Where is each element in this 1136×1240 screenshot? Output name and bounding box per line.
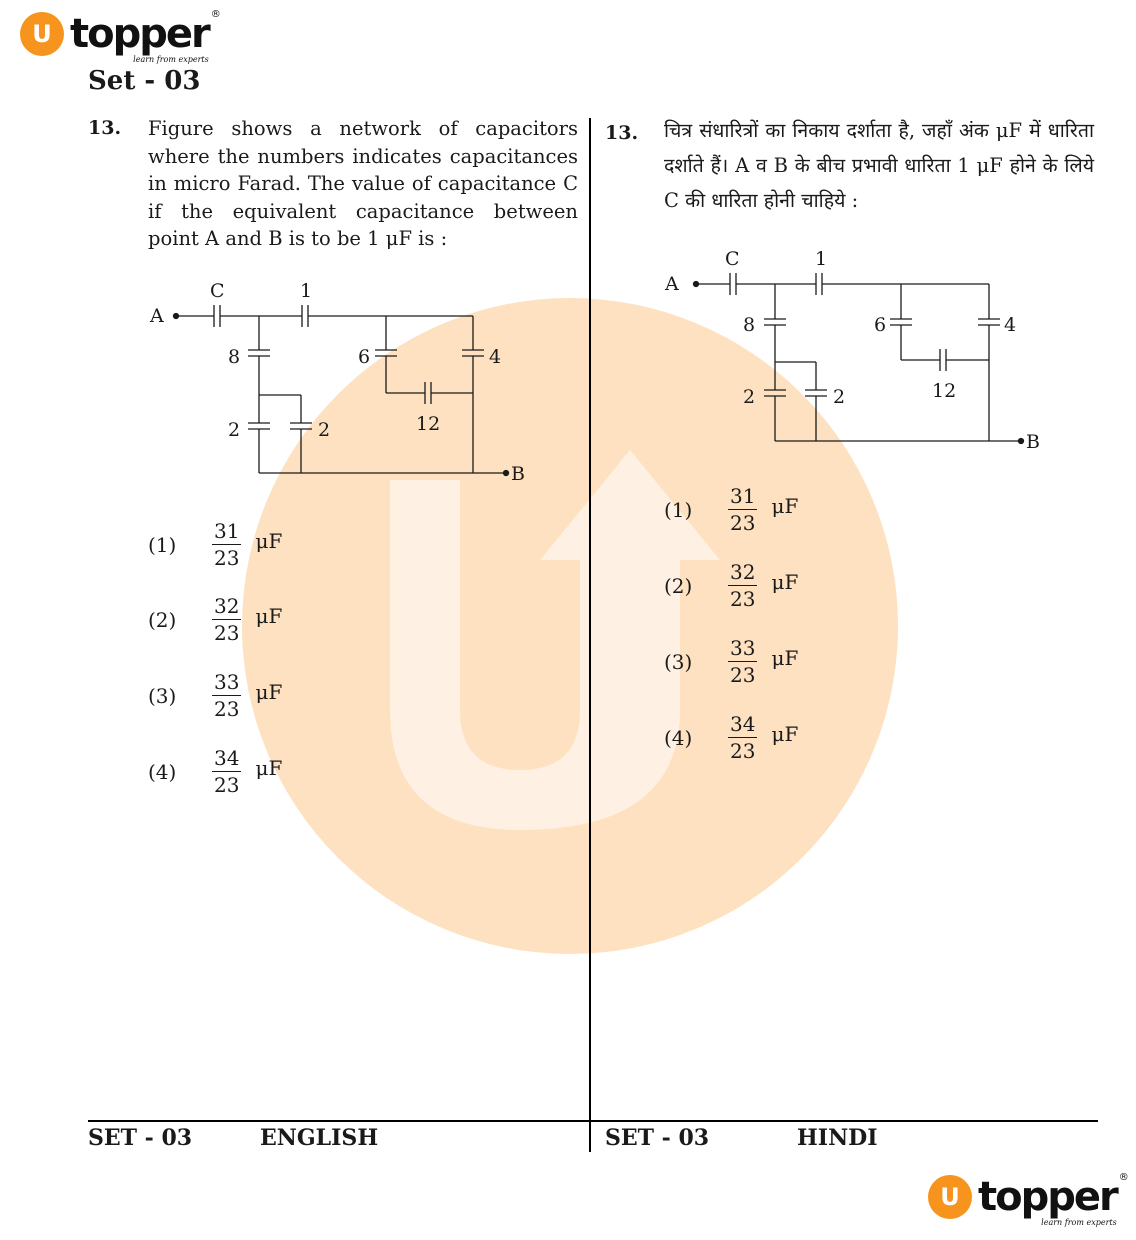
footer-rule — [88, 1120, 1098, 1122]
node-a-label: A — [665, 273, 679, 295]
option-3-en[interactable]: (3) $\frac{33}{23}$ μF — [148, 670, 283, 721]
capacitor-diagram-en — [140, 275, 540, 490]
question-text-hi: चित्र संधारित्रों का निकाय दर्शाता है, जहाँ अंक μF में धारिता दर्शाते हैं। A व B के बीच प्रभावी धारिता 1 μF होने के लिये C की धारिता होनी चाहिये : — [664, 119, 1094, 212]
node-a-label: A — [150, 305, 164, 327]
question-number-en: 13. — [88, 117, 122, 139]
footer-lang-hi: HINDI — [797, 1125, 878, 1151]
option-1-en[interactable]: (1) $\frac{31}{23}$ μF — [148, 519, 283, 570]
capacitor-2a-label: 2 — [228, 419, 241, 441]
capacitor-2a-label: 2 — [743, 386, 756, 408]
logo-registered: ® — [210, 9, 221, 20]
capacitor-1-label: 1 — [300, 280, 313, 302]
question-text-en: Figure shows a network of capacitors where the numbers indicates capacitances in micro Farad. The value of capacitance C if the equivalent capacitance between point A and B is to be 1 μF is : — [148, 117, 578, 250]
topper-logo — [20, 9, 221, 64]
capacitor-6-label: 6 — [358, 346, 371, 368]
option-3-hi[interactable]: (3) $\frac{33}{23}$ μF — [664, 636, 799, 687]
capacitor-2b-label: 2 — [318, 419, 331, 441]
capacitor-8-label: 8 — [228, 346, 241, 368]
logo-u-icon: U — [928, 1175, 972, 1219]
footer-set-hi: SET - 03 — [605, 1125, 710, 1151]
capacitor-4-label: 4 — [1004, 314, 1017, 336]
option-4-en[interactable]: (4) $\frac{34}{23}$ μF — [148, 746, 283, 797]
topper-logo-footer — [928, 1172, 1129, 1227]
capacitor-c-label: C — [210, 280, 225, 302]
option-2-hi[interactable]: (2) $\frac{32}{23}$ μF — [664, 560, 799, 611]
question-number-hi: 13. — [605, 122, 639, 144]
column-divider — [589, 118, 591, 1152]
option-1-hi[interactable]: (1) $\frac{31}{23}$ μF — [664, 484, 799, 535]
logo-u-icon: U — [20, 12, 64, 56]
option-4-hi[interactable]: (4) $\frac{34}{23}$ μF — [664, 712, 799, 763]
footer-lang-en: ENGLISH — [260, 1125, 379, 1151]
capacitor-12-label: 12 — [932, 380, 957, 402]
logo-tagline: learn from experts — [1041, 1218, 1117, 1227]
capacitor-12-label: 12 — [416, 413, 441, 435]
capacitor-2b-label: 2 — [833, 386, 846, 408]
capacitor-4-label: 4 — [489, 346, 502, 368]
footer-set-en: SET - 03 — [88, 1125, 193, 1151]
capacitor-1-label: 1 — [815, 248, 828, 270]
logo-tagline: learn from experts — [133, 55, 209, 64]
capacitor-c-label: C — [725, 248, 740, 270]
node-b-label: B — [511, 463, 525, 485]
capacitor-6-label: 6 — [874, 314, 887, 336]
logo-text: topper — [70, 11, 209, 57]
node-b-label: B — [1026, 431, 1040, 453]
capacitor-diagram-hi — [660, 243, 1060, 458]
capacitor-8-label: 8 — [743, 314, 756, 336]
logo-registered: ® — [1118, 1172, 1129, 1183]
set-title: Set - 03 — [88, 66, 201, 96]
logo-text: topper — [978, 1174, 1117, 1220]
option-2-en[interactable]: (2) $\frac{32}{23}$ μF — [148, 594, 283, 645]
